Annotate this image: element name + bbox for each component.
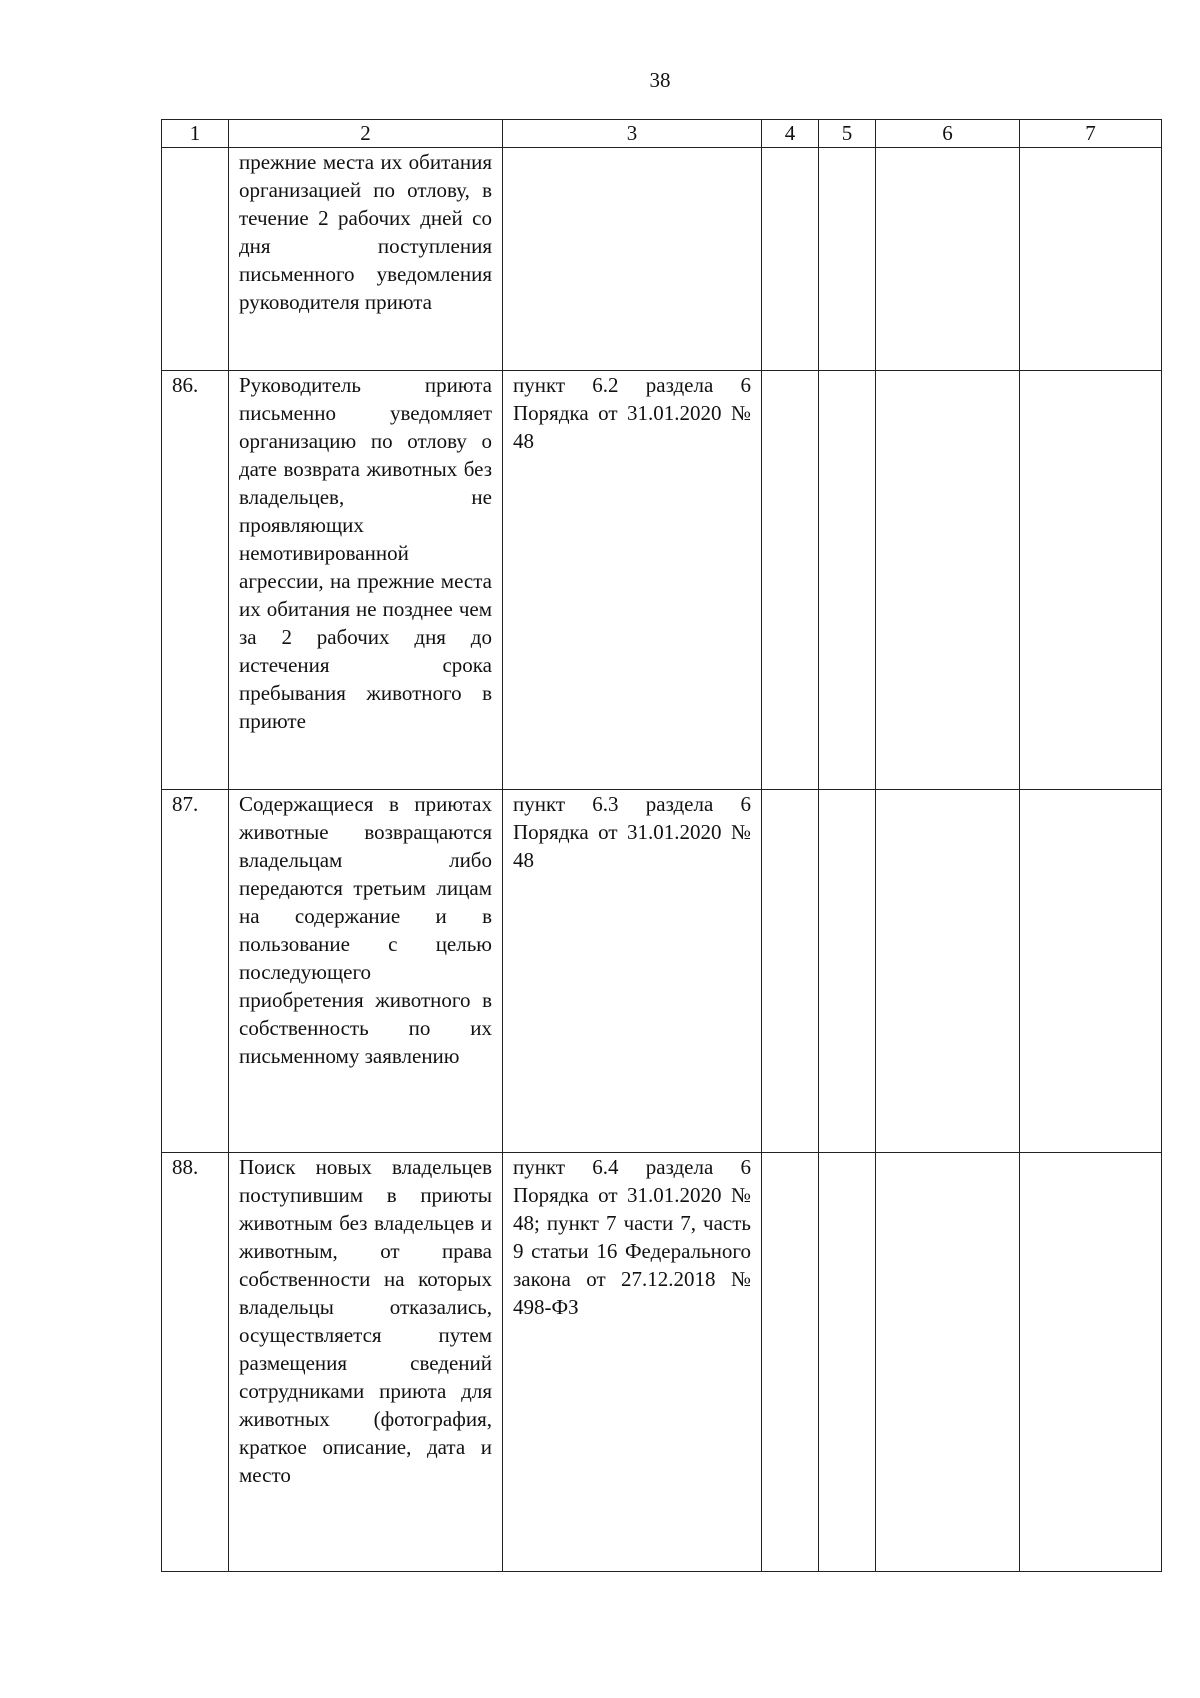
table-row [162, 148, 1162, 371]
page-number: 38 [649, 68, 671, 92]
row-cell-6 [876, 1153, 1020, 1572]
row-cell-5 [819, 1153, 876, 1572]
row-cell-5 [819, 371, 876, 790]
table-row [162, 1153, 1162, 1572]
row-cell-4 [762, 148, 819, 371]
row-cell-6 [876, 148, 1020, 371]
row-reference: пункт 6.4 раздела 6 Порядка от 31.01.2020 № 48; пункт 7 части 7, часть 9 статьи 16 Федерального закона от 27.12.2018 № 498-ФЗ [503, 1153, 762, 1572]
column-header: 7 [1020, 120, 1162, 148]
row-cell-4 [762, 1153, 819, 1572]
row-number: 88. [162, 1153, 229, 1572]
row-cell-7 [1020, 371, 1162, 790]
column-header: 1 [162, 120, 229, 148]
row-reference [503, 148, 762, 371]
row-cell-7 [1020, 790, 1162, 1153]
table-row [162, 371, 1162, 790]
row-number [162, 148, 229, 371]
row-cell-4 [762, 790, 819, 1153]
column-header: 4 [762, 120, 819, 148]
column-header: 2 [229, 120, 503, 148]
row-description: Содержащиеся в приютах животные возвращаются владельцам либо передаются третьим лицам на содержание и в пользование с целью последующего приобретения животного в собственность по их письменному заявлению [229, 790, 503, 1153]
column-header: 3 [503, 120, 762, 148]
table-row [162, 790, 1162, 1153]
column-header: 6 [876, 120, 1020, 148]
row-reference: пункт 6.2 раздела 6 Порядка от 31.01.2020 № 48 [503, 371, 762, 790]
row-cell-6 [876, 790, 1020, 1153]
row-cell-6 [876, 371, 1020, 790]
column-header: 5 [819, 120, 876, 148]
row-description: Поиск новых владельцев поступившим в приюты животным без владельцев и животным, от права собственности на которых владельцы отказались, осуществляется путем размещения сведений сотрудниками приюта для животных (фотография, краткое описание, дата и место [229, 1153, 503, 1572]
table-header-row [162, 120, 1162, 148]
requirements-table [161, 119, 1162, 1572]
row-number: 87. [162, 790, 229, 1153]
row-description: прежние места их обитания организацией по отлову, в течение 2 рабочих дней со дня поступления письменного уведомления руководителя приюта [229, 148, 503, 371]
row-cell-7 [1020, 1153, 1162, 1572]
row-cell-5 [819, 148, 876, 371]
row-cell-5 [819, 790, 876, 1153]
row-description: Руководитель приюта письменно уведомляет организацию по отлову о дате возврата животных без владельцев, не проявляющих немотивированной агрессии, на прежние места их обитания не позднее чем за 2 рабочих дня до истечения срока пребывания животного в приюте [229, 371, 503, 790]
row-reference: пункт 6.3 раздела 6 Порядка от 31.01.2020 № 48 [503, 790, 762, 1153]
row-cell-7 [1020, 148, 1162, 371]
row-cell-4 [762, 371, 819, 790]
row-number: 86. [162, 371, 229, 790]
